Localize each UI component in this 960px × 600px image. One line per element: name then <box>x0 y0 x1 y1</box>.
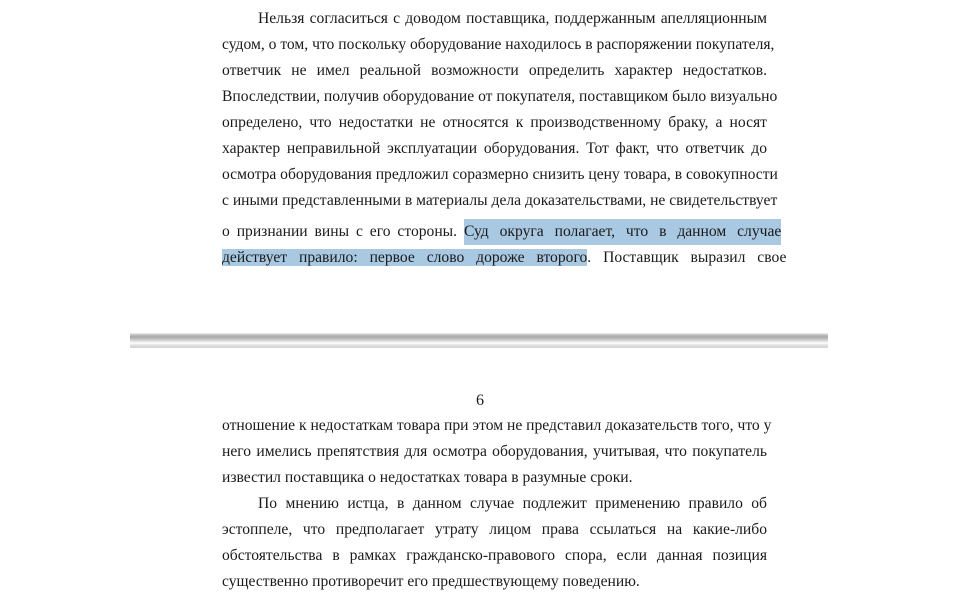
text-line: с иными представленными в материалы дела доказательствами, не свидетельствует <box>222 192 778 209</box>
text-line: определено, что недостатки не относятся к производственному браку, а носят <box>222 114 767 131</box>
text-line <box>222 245 787 271</box>
text-line: судом, о том, что поскольку оборудование находилось в распоряжении покупателя, <box>222 36 775 53</box>
page-break-separator <box>130 333 828 348</box>
text-line: По мнению истца, в данном случае подлежит применению правило об <box>258 495 767 512</box>
text-span: . Поставщик выразил свое <box>587 249 787 266</box>
text-line: Нельзя согласиться с доводом поставщика, поддержанным апелляционным <box>258 10 767 27</box>
text-line: него имелись препятствия для осмотра оборудования, учитывая, что покупатель <box>222 443 767 460</box>
text-line: Впоследствии, получив оборудование от покупателя, поставщиком было визуально <box>222 88 778 105</box>
text-line: осмотра оборудования предложил соразмерно снизить цену товара, в совокупности <box>222 166 778 183</box>
text-line: эстоппеле, что предполагает утрату лицом права ссылаться на какие-либо <box>222 521 767 538</box>
text-line <box>222 219 782 245</box>
selected-text[interactable]: Суд округа полагает, что в данном случае <box>464 219 781 245</box>
text-line: характер неправильной эксплуатации оборудования. Тот факт, что ответчик до <box>222 140 767 157</box>
text-line: отношение к недостаткам товара при этом не представил доказательств того, что у <box>222 417 772 434</box>
page-number: 6 <box>476 392 484 409</box>
text-line: ответчик не имел реальной возможности определить характер недостатков. <box>222 62 767 79</box>
text-line: известил поставщика о недостатках товара в разумные сроки. <box>222 469 633 486</box>
text-line: обстоятельства в рамках гражданско-правового спора, если данная позиция <box>222 547 767 564</box>
text-line: существенно противоречит его предшествующему поведению. <box>222 573 640 590</box>
text-span: о признании вины с его стороны. <box>222 223 464 240</box>
selected-text[interactable]: действует правило: первое слово дороже второго <box>222 249 588 266</box>
